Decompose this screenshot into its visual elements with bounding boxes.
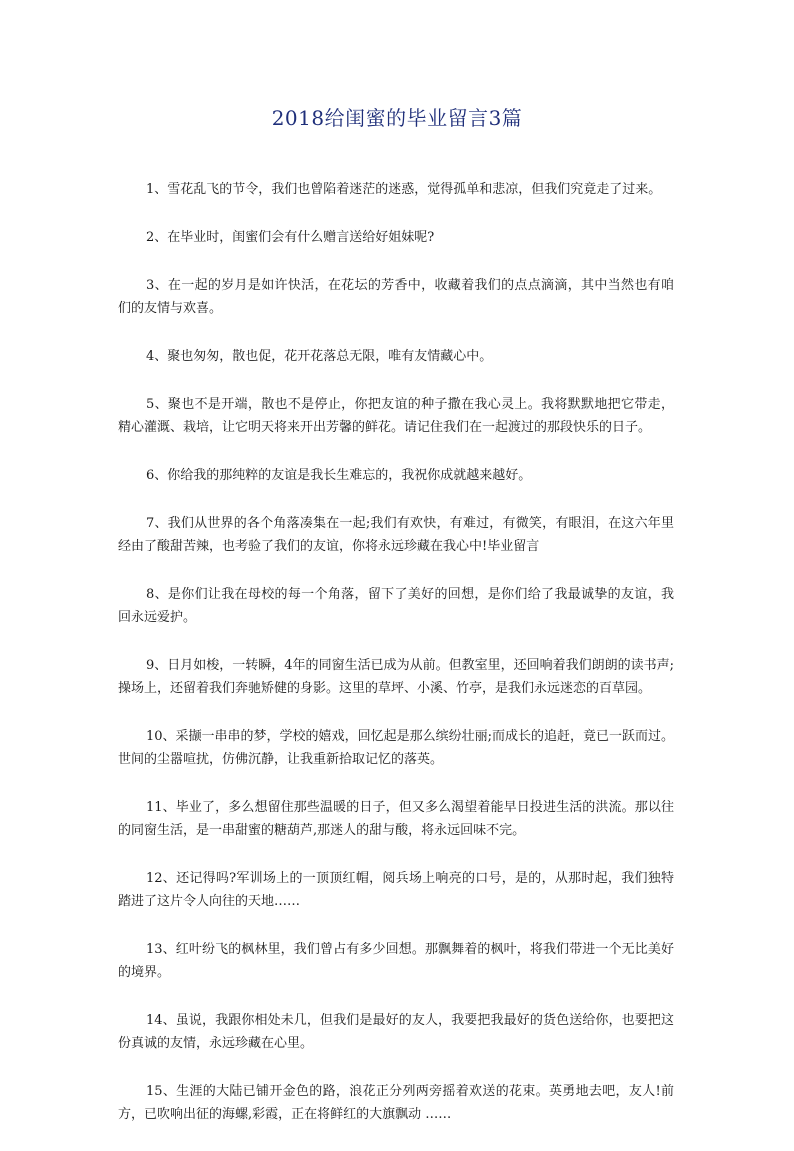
paragraph-10: 10、采撷一串串的梦，学校的嬉戏，回忆起是那么缤纷壮丽;而成长的追赶，竟已一跃而过。世间的尘嚣喧扰，仿佛沉静，让我重新拾取记忆的落英。: [118, 729, 674, 767]
paragraph-5: 5、聚也不是开端，散也不是停止，你把友谊的种子撒在我心灵上。我将默默地把它带走，精心灌溉、栽培，让它明天将来开出芳馨的鲜花。请记住我们在一起渡过的那段快乐的日子。: [118, 397, 674, 435]
document-body: [118, 178, 674, 1151]
paragraph-9: 9、日月如梭，一转瞬，4年的同窗生活已成为从前。但教室里，还回响着我们朗朗的读书声;操场上，还留着我们奔驰矫健的身影。这里的草坪、小溪、竹亭，是我们永远迷恋的百草园。: [118, 658, 674, 696]
paragraph-8: 8、是你们让我在母校的每一个角落，留下了美好的回想，是你们给了我最诚挚的友谊，我回永远爱护。: [118, 587, 674, 625]
paragraph-3: 3、在一起的岁月是如许快活，在花坛的芳香中，收藏着我们的点点滴滴，其中当然也有咱们的友情与欢喜。: [118, 278, 674, 316]
paragraph-7: 7、我们从世界的各个角落凑集在一起;我们有欢快，有难过，有微笑，有眼泪，在这六年里经由了酸甜苦辣，也考验了我们的友谊，你将永远珍藏在我心中!毕业留言: [118, 516, 674, 554]
paragraph-12: 12、还记得吗?军训场上的一顶顶红帽，阅兵场上响亮的口号，是的，从那时起，我们独特踏进了这片令人向往的天地……: [118, 871, 674, 909]
paragraph-11: 11、毕业了，多么想留住那些温暖的日子，但又多么渴望着能早日投进生活的洪流。那以往的同窗生活，是一串甜蜜的糖葫芦,那迷人的甜与酸，将永远回味不完。: [118, 800, 674, 838]
paragraph-4: 4、聚也匆匆，散也促，花开花落总无限，唯有友情藏心中。: [146, 349, 493, 364]
paragraph-13: 13、红叶纷飞的枫林里，我们曾占有多少回想。那飘舞着的枫叶，将我们带进一个无比美好的境界。: [118, 942, 674, 980]
document-title: 2018给闺蜜的毕业留言3篇: [271, 106, 523, 130]
paragraph-14: 14、虽说，我跟你相处未几，但我们是最好的友人，我要把我最好的货色送给你，也要把这份真诚的友情，永远珍藏在心里。: [118, 1013, 674, 1051]
paragraph-1: 1、雪花乱飞的节令，我们也曾陷着迷茫的迷惑，觉得孤单和悲凉，但我们究竟走了过来。: [146, 182, 662, 197]
paragraph-15: 15、生涯的大陆已铺开金色的路，浪花正分列两旁摇着欢送的花束。英勇地去吧，友人!前方，已吹响出征的海螺,彩霞，正在将鲜红的大旗飘动 ……: [118, 1084, 674, 1122]
paragraph-6: 6、你给我的那纯粹的友谊是我长生难忘的，我祝你成就越来越好。: [146, 468, 532, 483]
paragraph-2: 2、在毕业时，闺蜜们会有什么赠言送给好姐妹呢?: [146, 230, 435, 245]
